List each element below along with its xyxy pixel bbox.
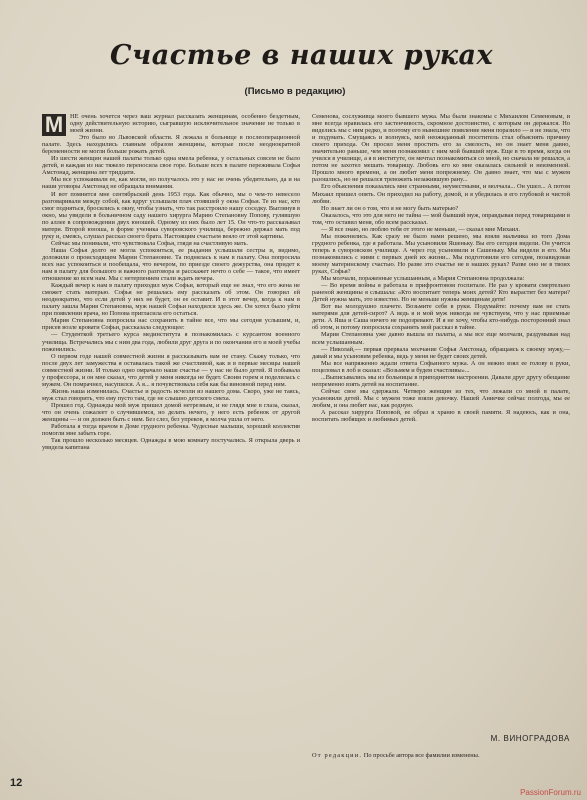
paragraph: Вот вы молодушно плачете. Возьмите себя в руки. Подумайте: почему вам не стать матерями для детей-сирот? А ведь я и мой муж никогда не чувствуем, что у нас приемные дети. А Яша и Саша ничего не подозревают. И я не хочу, чтобы кто-нибудь посторонний знал об этом, и потому попросила сохранить мой рассказ в тайне. xyxy=(312,303,570,332)
article-column-right xyxy=(312,113,570,713)
paragraph: — Я все знаю, но люблю тебя от этого не меньше, — сказал мне Михаил. xyxy=(321,225,520,233)
paragraph: И вот помнится мне сентябрьский день 1953 года. Как обычно, мы о чем-то невесело разговаривали между собой, как вдруг услышали плач стоявшей у окна Софьи. Те из нас, кто смог подняться, бросились к окну, чтобы узнать, что так расстроило нашу соседку. Выглянув в окно, мы увидели в больничном саду нашего хирурга Марию Степановну Попову, гулявшую по аллее в сопровождении двух юношей. Одному из них было лет 15. Он что-то рассказывал матери. Второй юноша, в форме ученика суворовского училища, бережно держал мать под руку и, смеясь, слушал рассказ своего брата. Настоящим счастьем веяло от этой картины. xyxy=(42,190,300,240)
paragraph: Сейчас свое мы сдержали. Четверо женщин из тех, что лежали со мной в палате, усыновили детей. Мы с мужем тоже взяли девочку. Нашей Аниечке сейчас полгода, мы ее любим, и она любит нас, как родную. xyxy=(312,387,570,409)
author-signature: М. ВИНОГРАДОВА xyxy=(490,734,570,743)
paragraph: Работала я тогда врачом в Доме грудного ребенка. Чудесные малыши, хороший коллектив помогли мне забыть горе. xyxy=(42,423,300,438)
paragraph: Мы молчали, пораженные услышанным, а Мария Степановна продолжала: xyxy=(321,275,525,283)
paragraph: Каждый вечер к нам в палату приходил муж Софьи, который еще не знал, что его жена не сможет стать матерью. Софья не решалась ему рассказать об этом. Он говорил ей неоднократно, что если детей у них не будет, он ее оставит. И в этот вечер, когда к нам в палату зашла Мария Степановна, муж нашей Софьи находился здесь же. Он хотел было уйти при появлении врача, но Попова пригласила его остаться. xyxy=(42,282,300,318)
paragraph: ...Выписывались мы из больницы в приподнятом настроении. Давали друг другу обещание непременно взять детей на воспитание. xyxy=(312,373,570,388)
page-number: 12 xyxy=(10,777,23,789)
paragraph: — Николай,— первая прервала молчание Софья Амстонад, обращаясь к своему мужу,— давай и мы усыновим ребенка, ведь у меня не будет своих детей. xyxy=(312,345,570,360)
paragraph: Мы поженились. Как сразу не было нами решено, мы взяли мальчика из того Дома грудного ребенка, где я работала. Мы усыновили Яшеньку. Вы его сегодня видели. Он учится теперь в суворовском училище. А через год усыновили и Сашеньку. Мы видели и его. Мы познакомились с ними с первых дней их жизни... Мы подготовили его сегодня, позавидовав моему материнскому счастью. Но разве это счастье не в наших руках? Разве оно не в твоих руках, Софья? xyxy=(312,232,570,276)
article-column-left xyxy=(42,113,300,773)
article-title: Счастье в наших руках xyxy=(110,40,494,71)
paragraph: А рассказ хирурга Поповой, ее образ я храню в своей памяти. Я надеюсь, как и она, воспитать любящих и любимых детей. xyxy=(312,408,570,424)
paragraph: Мария Степановна попросила нас сохранить в тайне все, что мы сегодня услышим, и, присев возле кровати Софьи, рассказала следующее: xyxy=(42,317,300,332)
paragraph: Жизнь наша изменилась. Счастье и радость исчезли из нашего дома. Скоро, уже не таясь, муж стал говорить, что ему пусто там, где не слышно детского смеха. xyxy=(42,387,300,402)
paragraph: Так прошло несколько месяцев. Однажды в мою комнату постучались. Я открыла дверь и увидела капитана xyxy=(42,437,300,452)
article-subtitle: (Письмо в редакцию) xyxy=(244,86,346,97)
editorial-note-lead: От редакции. xyxy=(312,752,363,759)
paragraph: О первом годе нашей совместной жизни я рассказывать вам не стану. Скажу только, что после двух лет замужества я оставалась такой же счастливой, как и в первые месяцы нашей совместной жизни. И только одно омрачало наше счастье — у нас не было детей. Я побывала у профессора, и он мне сказал, что детей у меня никогда не будет. Своим горем я поделилась с мужем. Он помрачнел, насупился. А я... я почувствовала себя как бы виновной перед ним. xyxy=(42,352,300,388)
site-watermark: PassionForum.ru xyxy=(520,788,581,797)
paragraph: Его объяснения показались мне странными, неуместными, и молчала... Он ушел... А потом Михаил пришел опять. Он приходил на работу, домой, и я убедилась в его глубокой и чистой любви. xyxy=(312,183,570,205)
paragraph: Наша Софья долго не могла успокоиться, ее рыдания услышали сестры и, видимо, доложили о происходящем Марии Степановне. Та поднялась к нам в палату. Она попросила всех нас успокоиться и пообещала, что вечером, по приезде своего дежурства, она придет к нам в палату для большого и важного разговора и расскажет нечто о себе — такое, что имеет отношение ко всем нам. Мы с нетерпением стали ждать вечера. xyxy=(42,246,300,283)
paragraph: Прошел год. Однажды мой муж пришел домой нетрезвым, и не глядя мне в глаза, сказал, что он очень сожалеет о случившемся, но делать нечего, у него есть ребенок от другой женщины — и он должен быть с ним. Без слез, без упреков, я молча ушла от него. xyxy=(42,401,300,424)
editorial-note-text: По просьбе автора все фамилии изменены. xyxy=(363,752,480,759)
paragraph: Это было во Львовской области. Я лежала в больнице в послеоперационной палате. Здесь находились главным образом женщины, которые после неоднократной беременности не могли больше рожать детей. xyxy=(42,134,300,156)
paragraph: Оказалось, что это для него не тайна — мой бывший муж, оправдывая перед товарищами в том, что оставил меня, обо всем рассказал. xyxy=(312,211,570,226)
paragraph: — Во время войны я работала в прифронтовом госпитале. Не раз у кровати смертельно раненой женщины я слышала: «Кто воспитает теперь моих детей? Кто вырастит без матери? Детей нужна мать, это известно. Но не меньше нужны женщинам дети! xyxy=(312,282,570,304)
paragraph: Из шести женщин нашей палаты только одна имела ребенка, у остальных совсем не было детей, и каждая из нас тяжело переносила свое горе. Больше всех в палате переживала Софья Амстонад, женщина лет тридцати. xyxy=(42,155,300,177)
paragraph: Мы все напряженно ждали ответа Софьиного мужа. А он нежно взял ее голову в руки, поцеловал в лоб и сказал: «Возьмем и будем счастливы»... xyxy=(312,359,570,374)
paragraph: Но знает ли он о том, что я не могу быть матерью? xyxy=(321,204,459,212)
paragraph: — Студенткой третьего курса мединститута я познакомилась с курсантом военного училища. Встречались мы с ним два года, любили друг друга и по окончании его и моей учебы поженились. xyxy=(42,331,300,353)
paragraph: Мы все успокаивали ее, как могли, но получалось это у нас не очень убедительно, да и на наши уговоры Амстонад не обращала внимания. xyxy=(42,176,300,191)
editorial-note xyxy=(312,752,570,759)
paragraph: Семенова, сослуживца моего бывшего мужа. Мы были знакомы с Михаилом Семеновым, и мне всегда нравилась его застенчивость, скромное достоинство, с которым он держался. Но виделись мы с ним редко, и поэтому его нынешнее появление меня поразило — и не знала, что и подумать. Смущаясь и волнуясь, мой неожиданный посетитель стал объяснять причину своего прихода. Он просил меня простить его за смелость, но он знает меня давно, значительно раньше, чем меня познакомил с ним мой бывший муж. Еще в то время, когда он учился в училище, а я в институте, он мечтал познакомиться со мной, но сначала не решался, а потом не захотел мешать товарищу. Любовь его ко мне оказалась сильной и неизменной. Прошло много времени, а он любит меня попрежнему. Он давно знает, что мы с мужем разошлись, но не решался тревожить незажившую рану... xyxy=(312,113,570,184)
paragraph: НЕ очень хочется через ваш журнал рассказать женщинам, особенно бездетным, одну действительную историю, сыгравшую исключительное значение не только в моей жизни. xyxy=(70,113,300,135)
drop-cap: М xyxy=(42,114,66,136)
paragraph: Сейчас мы понимали, что чувствовала Софья, глядя на счастливую мать. xyxy=(51,239,248,247)
paragraph: Мария Степановна уже давно вышла из палаты, а мы все еще молчали, раздумывая над всем услышанным. xyxy=(312,331,570,346)
